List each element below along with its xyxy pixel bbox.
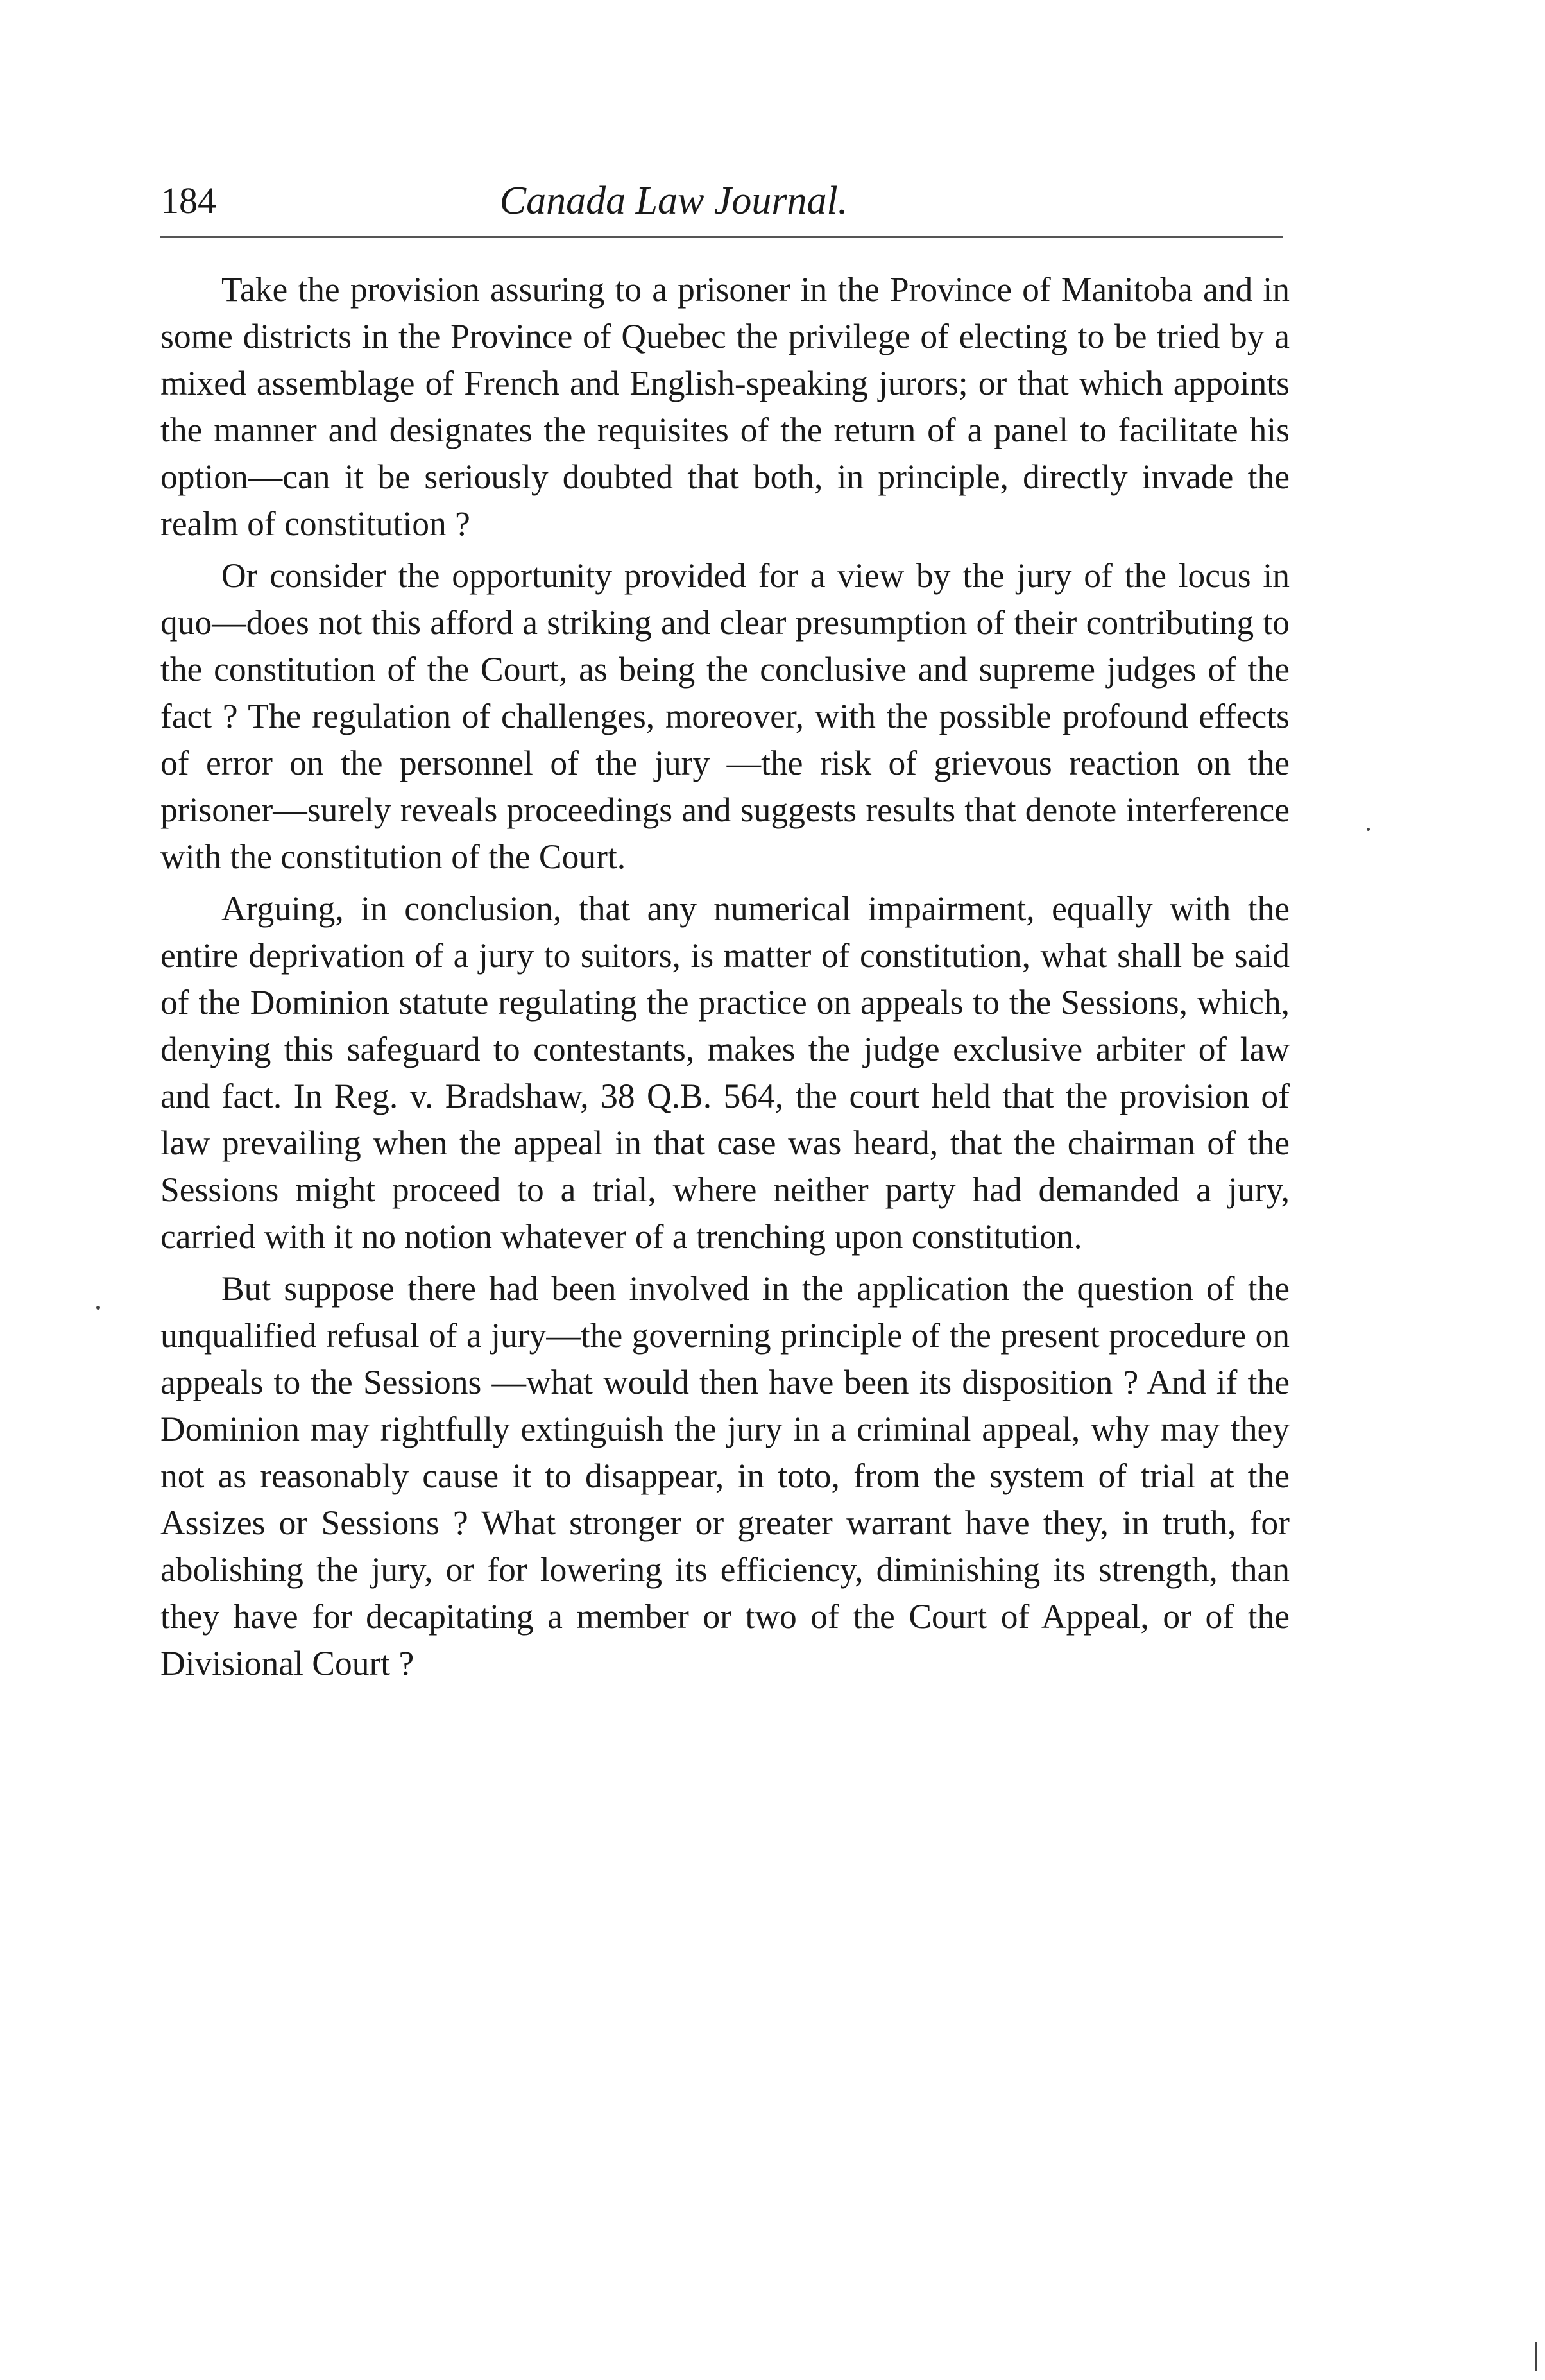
paragraph-4: But suppose there had been involved in the application the question of the unqualified refusal of a jury—the governing principle of the present procedure on appeals to the Sessions —what would then have been its disposition ? And if the Dominion may rightfully extinguish the jury in a criminal appeal, why may they not as reasonably cause it to disappear, in toto, from the system of trial at the Assizes or Sessions ? What stronger or greater warrant have they, in truth, for abolishing the jury, or for lowering its efficiency, diminishing its strength, than they have for decapitating a member or two of the Court of Appeal, or of the Divisional Court ? (160, 1269, 1290, 1682)
journal-title: Canada Law Journal. (499, 179, 848, 223)
article-body (160, 266, 1290, 1687)
paragraph-2: Or consider the opportunity provided for a view by the jury of the locus in quo—does not this afford a striking and clear presumption of their contributing to the constitution of the Court, as being the conclusive and supreme judges of the fact ? The regulation of challenges, moreover, with the possible profound effects of error on the personnel of the jury —the risk of grievous reaction on the prisoner—surely reveals proceedings and suggests results that denote interference with the constitution of the Court. (160, 556, 1290, 876)
scan-mark (1535, 2342, 1537, 2371)
header-rule (160, 236, 1283, 238)
paragraph-3: Arguing, in conclusion, that any numerical impairment, equally with the entire deprivation of a jury to suitors, is matter of constitution, what shall be said of the Dominion statute regulating the practice on appeals to the Sessions, which, denying this safeguard to contestants, makes the judge exclusive arbiter of law and fact. In Reg. v. Bradshaw, 38 Q.B. 564, the court held that the provision of law prevailing when the appeal in that case was heard, that the chairman of the Sessions might proceed to a trial, where neither party had demanded a jury, carried with it no notion whatever of a trenching upon constitution. (160, 889, 1290, 1256)
scan-speck (1367, 828, 1370, 831)
page-number: 184 (160, 180, 216, 221)
paragraph-1: Take the provision assuring to a prisoner in the Province of Manitoba and in some districts in the Province of Quebec the privilege of electing to be tried by a mixed assemblage of French and English-speaking jurors; or that which appoints the manner and designates the requisites of the return of a panel to facilitate his option—can it be seriously doubted that both, in principle, directly invade the realm of constitution ? (160, 270, 1290, 543)
page-header (160, 172, 1283, 230)
scan-speck (96, 1306, 100, 1310)
